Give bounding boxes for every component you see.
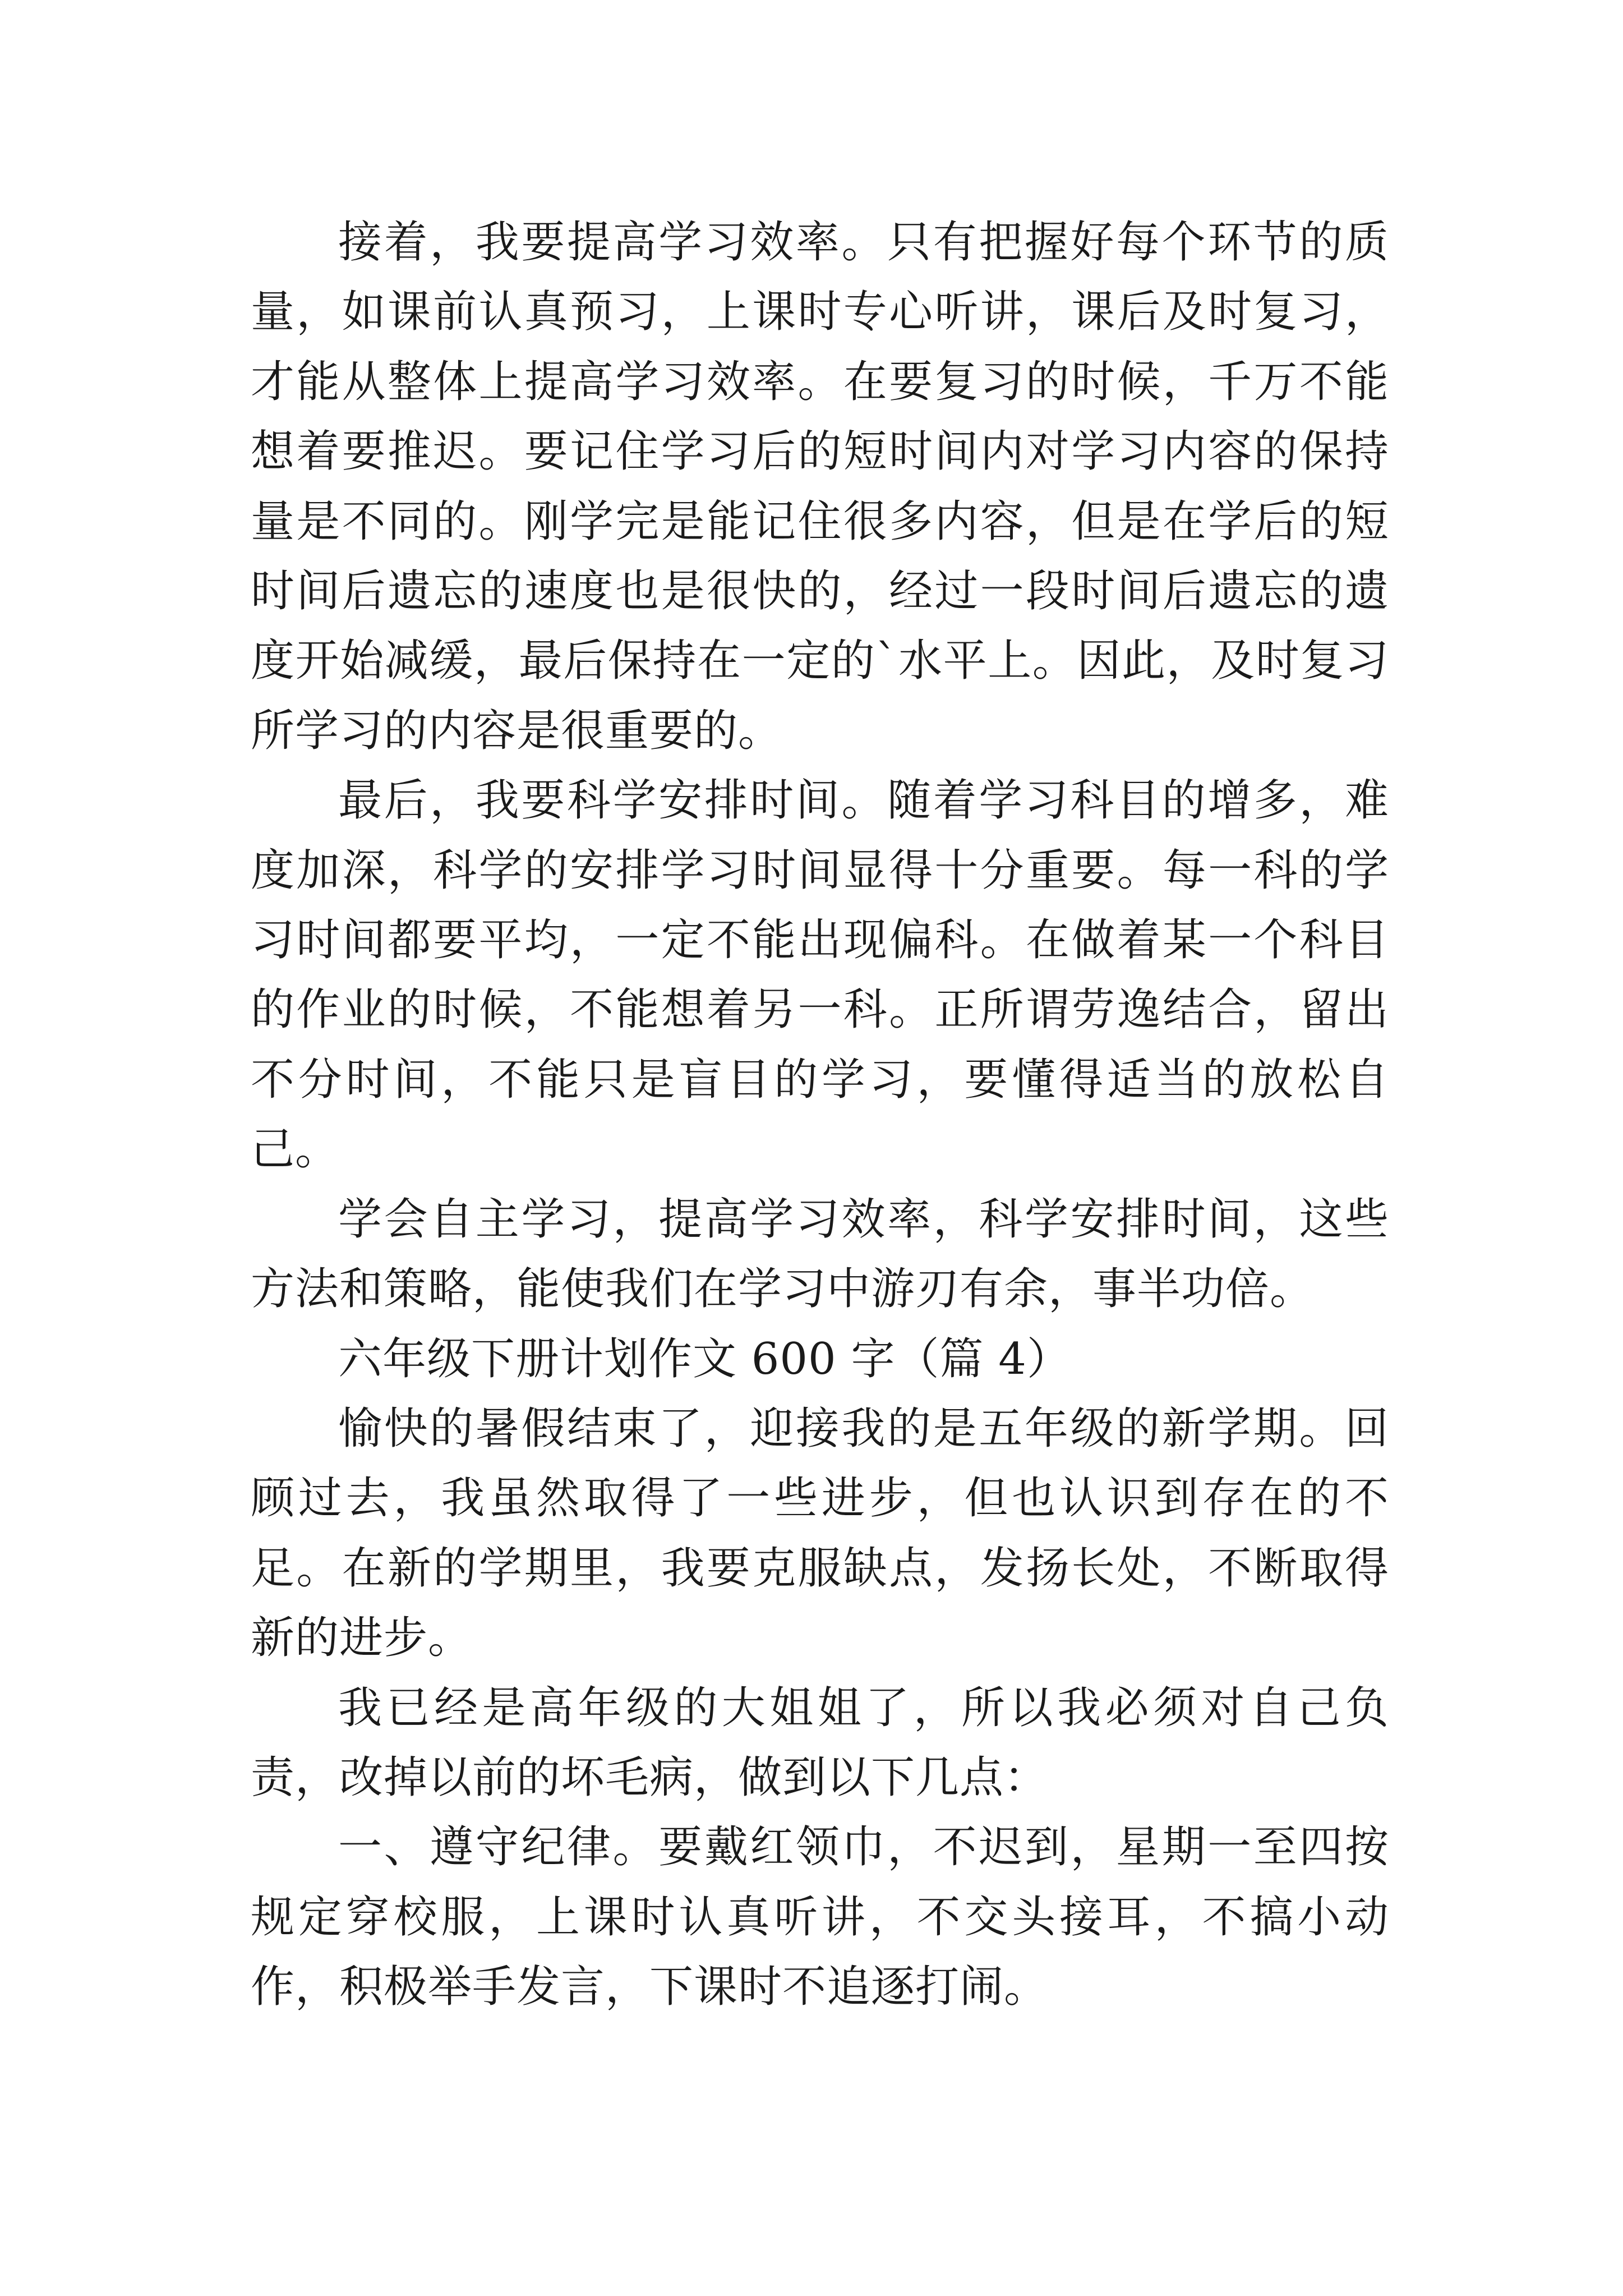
paragraph-new-semester: 愉快的暑假结束了，迎接我的是五年级的新学期。回顾过去，我虽然取得了一些进步，但也认识到存在的不足。在新的学期里，我要克服缺点，发扬长处，不断取得新的进步。	[251, 1403, 1389, 1664]
paragraph-time-management: 最后，我要科学安排时间。随着学习科目的增多，难度加深，科学的安排学习时间显得十分重要。每一科的学习时间都要平均，一定不能出现偏科。在做着某一个科目的作业的时候，不能想着另一科。正所谓劳逸结合，留出不分时间，不能只是盲目的学习，要懂得适当的放松自己。	[251, 775, 1389, 1175]
paragraph-responsibility: 我已经是高年级的大姐姐了，所以我必须对自己负责，改掉以前的坏毛病，做到以下几点：	[251, 1682, 1389, 1803]
paragraph-efficiency: 接着，我要提高学习效率。只有把握好每个环节的质量，如课前认真预习，上课时专心听讲，课后及时复习，才能从整体上提高学习效率。在要复习的时候，千万不能想着要推迟。要记住学习后的短时间内对学习内容的保持量是不同的。刚学完是能记住很多内容，但是在学后的短时间后遗忘的速度也是很快的，经过一段时间后遗忘的遗度开始减缓，最后保持在一定的`水平上。因此，及时复习所学习的内容是很重要的。	[251, 217, 1389, 756]
paragraph-discipline: 一、遵守纪律。要戴红领巾，不迟到，星期一至四按规定穿校服，上课时认真听讲，不交头接耳，不搞小动作，积极举手发言，下课时不追逐打闹。	[251, 1822, 1389, 2013]
section-heading: 六年级下册计划作文 600 字（篇 4）	[338, 1333, 1071, 1384]
document-body	[251, 208, 1389, 2022]
paragraph-summary: 学会自主学习，提高学习效率，科学安排时间，这些方法和策略，能使我们在学习中游刃有余，事半功倍。	[251, 1194, 1389, 1315]
